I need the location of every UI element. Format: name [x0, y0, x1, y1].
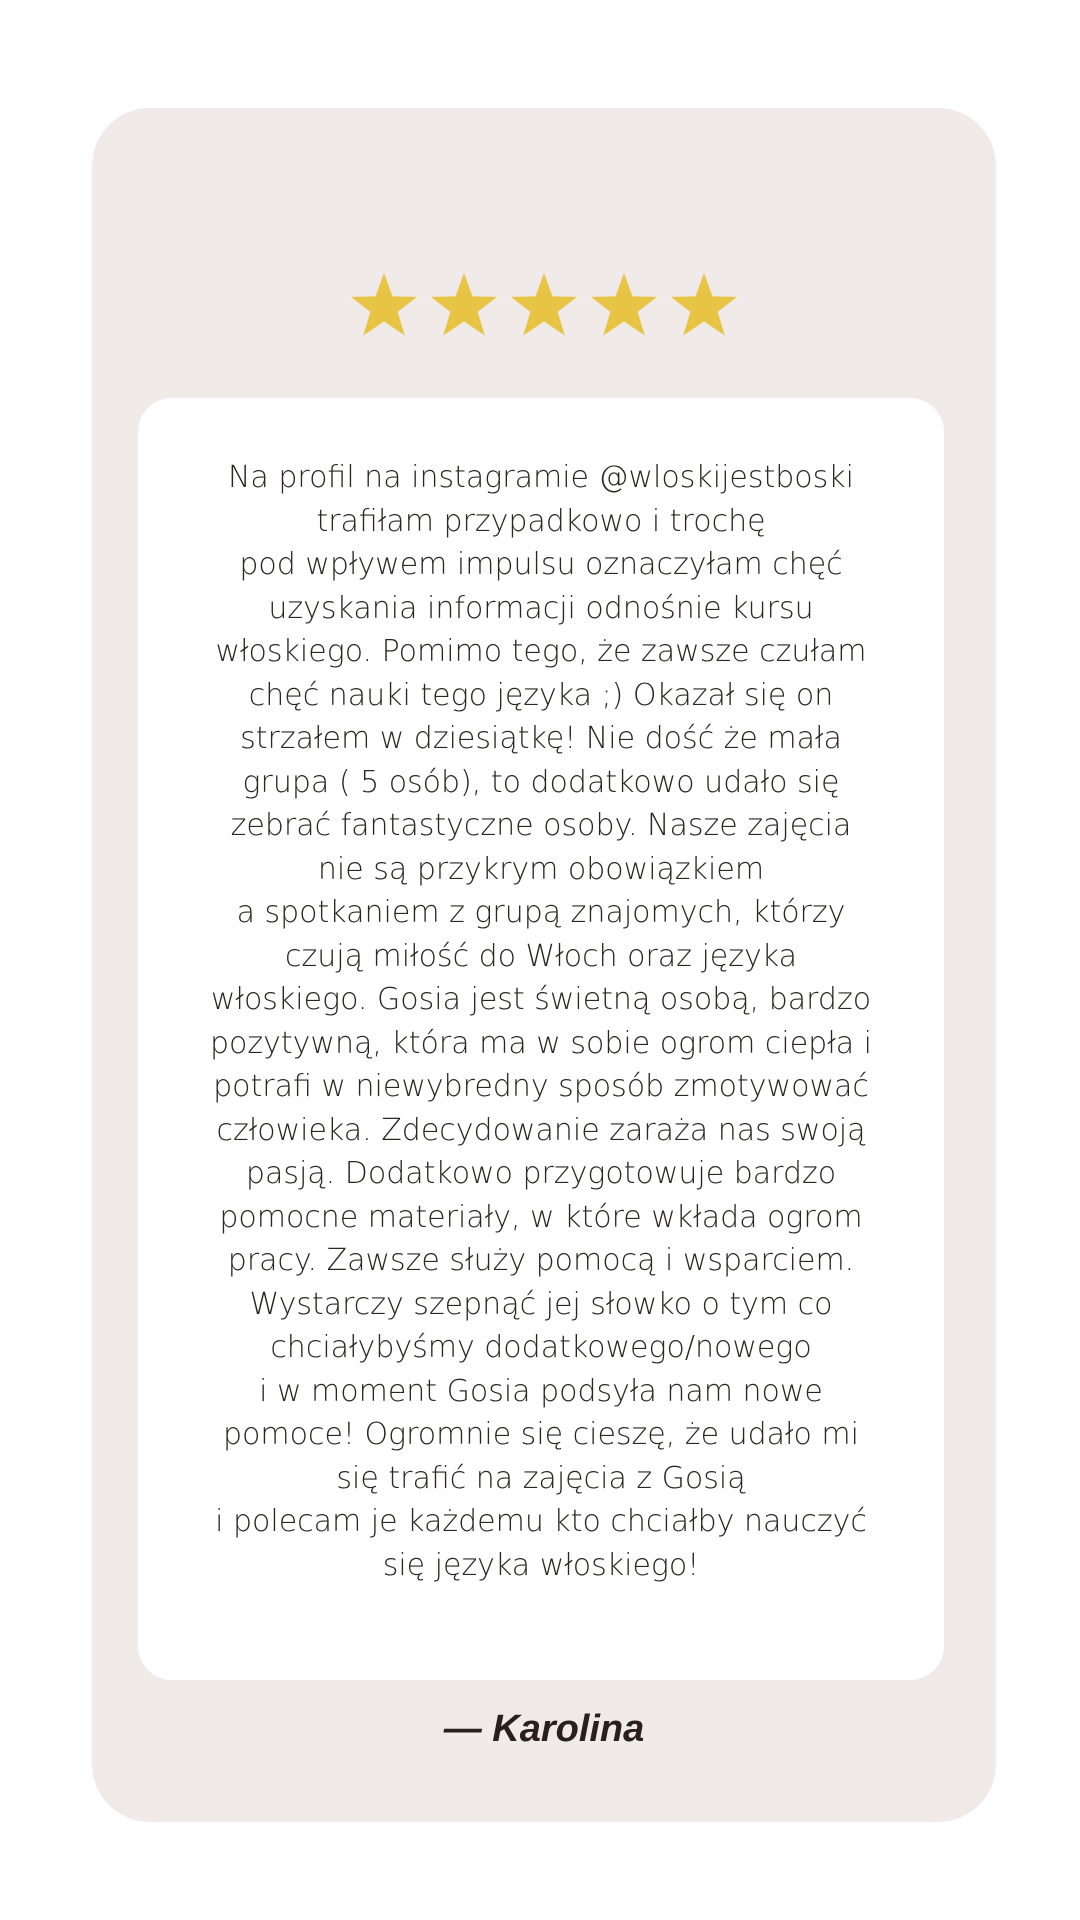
review-line: i w moment Gosia podsyła nam nowe — [259, 1373, 823, 1409]
review-line: włoskiego. Gosia jest świetną osobą, bardzo — [210, 982, 872, 1017]
review-line: włoskiego. Pomimo tego, że zawsze czułam — [215, 634, 867, 669]
author-signature: — Karolina — [443, 1708, 645, 1750]
review-line: a spotkaniem z grupą znajomych, którzy — [236, 895, 846, 930]
review-text — [178, 456, 904, 1587]
star-icon — [668, 270, 740, 342]
review-line: grupa ( 5 osób), to dodatkowo udało się — [242, 764, 840, 800]
review-line: pozytywną, która ma w sobie ogrom ciepła i — [210, 1025, 872, 1061]
review-line: zebrać fantastyczne osoby. Nasze zajęcia — [230, 808, 852, 843]
star-icon — [508, 270, 580, 342]
star-icon — [428, 270, 500, 342]
review-line: czują miłość do Włoch oraz języka — [284, 938, 797, 974]
review-line: pracy. Zawsze służy pomocą i wsparciem. — [227, 1243, 855, 1278]
review-line: człowieka. Zdecydowanie zaraża nas swoją — [216, 1112, 866, 1148]
review-line: chciałybyśmy dodatkowego/nowego — [270, 1330, 812, 1365]
review-line: się języka włoskiego! — [382, 1547, 700, 1583]
star-icon — [348, 270, 420, 342]
review-line: potrafi w niewybredny sposób zmotywować — [213, 1069, 869, 1104]
review-box — [138, 398, 944, 1680]
review-line: Na profil na instagramie @wloskijestboski — [227, 460, 854, 495]
review-line: uzyskania informacji odnośnie kursu — [268, 590, 814, 626]
review-line: chęć nauki tego języka ;) Okazał się on — [248, 677, 834, 713]
review-line: się trafić na zajęcia z Gosią — [336, 1460, 746, 1496]
star-rating — [92, 270, 996, 342]
review-line: trafiłam przypadkowo i trochę — [316, 503, 766, 539]
testimonial-card — [92, 108, 996, 1822]
star-icon — [588, 270, 660, 342]
review-line: strzałem w dziesiątkę! Nie dość że mała — [240, 721, 842, 756]
review-line: Wystarczy szepnąć jej słowko o tym co — [249, 1286, 833, 1322]
review-line: i polecam je każdemu kto chciałby nauczyć — [215, 1504, 867, 1539]
review-line: pasją. Dodatkowo przygotowuje bardzo — [245, 1156, 837, 1191]
review-line: pod wpływem impulsu oznaczyłam chęć — [239, 547, 843, 582]
review-line: pomoce! Ogromnie się cieszę, że udało mi — [222, 1417, 859, 1452]
review-line: nie są przykrym obowiązkiem — [317, 851, 765, 887]
review-line: pomocne materiały, w które wkłada ogrom — [219, 1199, 863, 1235]
